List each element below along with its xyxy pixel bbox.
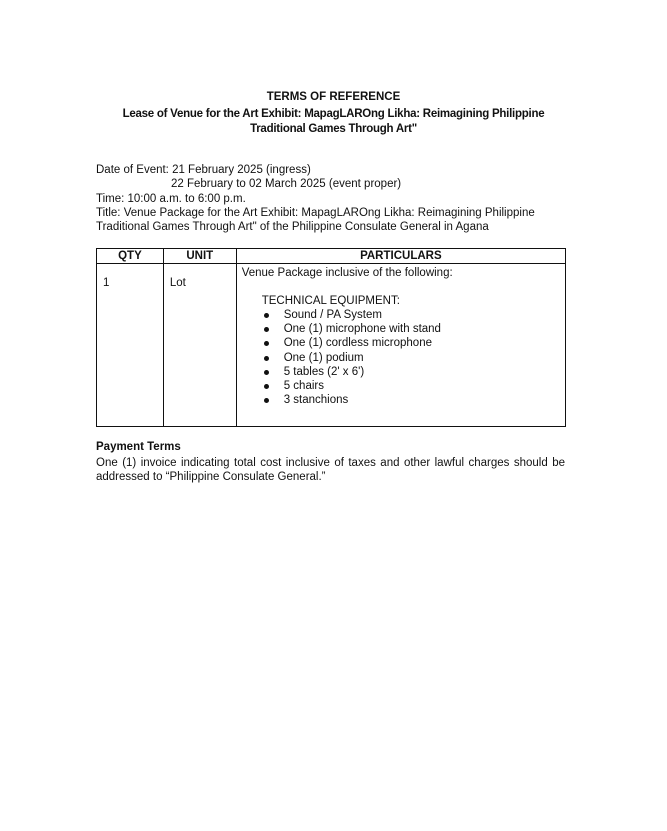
bullet-icon bbox=[264, 313, 269, 318]
list-item bbox=[264, 351, 565, 365]
technical-equipment-heading: TECHNICAL EQUIPMENT: bbox=[261, 295, 400, 307]
list-item bbox=[264, 308, 565, 322]
list-item bbox=[264, 336, 565, 350]
bullet-icon bbox=[264, 384, 269, 389]
package-intro: Venue Package inclusive of the following: bbox=[241, 267, 453, 279]
bullet-icon bbox=[264, 327, 269, 332]
bullet-icon bbox=[264, 398, 269, 403]
list-item bbox=[264, 379, 565, 393]
particulars-table bbox=[96, 248, 566, 427]
header-particulars: PARTICULARS bbox=[236, 249, 565, 264]
event-title-line-1: Title: Venue Package for the Art Exhibit: MapagLAROng Likha: Reimagining Philippine bbox=[96, 207, 535, 219]
event-title-line-2: Traditional Games Through Art" of the Philippine Consulate General in Agana bbox=[96, 221, 489, 233]
header-unit: UNIT bbox=[163, 249, 236, 264]
table-header-row bbox=[97, 249, 566, 264]
list-item bbox=[264, 322, 565, 336]
event-time: Time: 10:00 a.m. to 6:00 p.m. bbox=[96, 193, 246, 205]
list-item-text: One (1) podium bbox=[283, 351, 364, 364]
bullet-icon bbox=[264, 356, 269, 361]
list-item-text: One (1) cordless microphone bbox=[283, 337, 432, 350]
document-title: TERMS OF REFERENCE bbox=[266, 91, 401, 103]
list-item-text: One (1) microphone with stand bbox=[283, 323, 441, 336]
unit-value: Lot bbox=[169, 277, 186, 289]
list-item-text: Sound / PA System bbox=[283, 309, 382, 321]
event-date-line-1: Date of Event: 21 February 2025 (ingress) bbox=[96, 164, 311, 176]
list-item bbox=[264, 393, 565, 407]
payment-terms-line-2: addressed to “Philippine Consulate General.” bbox=[96, 471, 326, 483]
payment-terms-text bbox=[96, 456, 565, 484]
document-subtitle: Lease of Venue for the Art Exhibit: MapagLAROng Likha: Reimagining Philippine Traditional Games Through Art" bbox=[122, 108, 545, 135]
qty-cell bbox=[97, 264, 164, 427]
bullet-icon bbox=[264, 370, 269, 375]
table-row bbox=[97, 264, 566, 427]
list-item-text: 3 stanchions bbox=[283, 394, 349, 407]
qty-value: 1 bbox=[103, 277, 110, 289]
payment-terms-line-1: One (1) invoice indicating total cost inclusive of taxes and other lawful charges should be bbox=[96, 457, 565, 469]
event-date-line-2: 22 February to 02 March 2025 (event proper) bbox=[171, 178, 402, 190]
payment-terms-heading: Payment Terms bbox=[96, 441, 181, 453]
bullet-icon bbox=[264, 341, 269, 346]
list-item-text: 5 tables (2' x 6') bbox=[283, 365, 365, 378]
list-item bbox=[264, 365, 565, 379]
particulars-cell bbox=[236, 264, 565, 427]
header-qty: QTY bbox=[97, 249, 164, 264]
unit-cell bbox=[163, 264, 236, 427]
list-item-text: 5 chairs bbox=[283, 380, 324, 393]
equipment-list bbox=[242, 308, 565, 407]
